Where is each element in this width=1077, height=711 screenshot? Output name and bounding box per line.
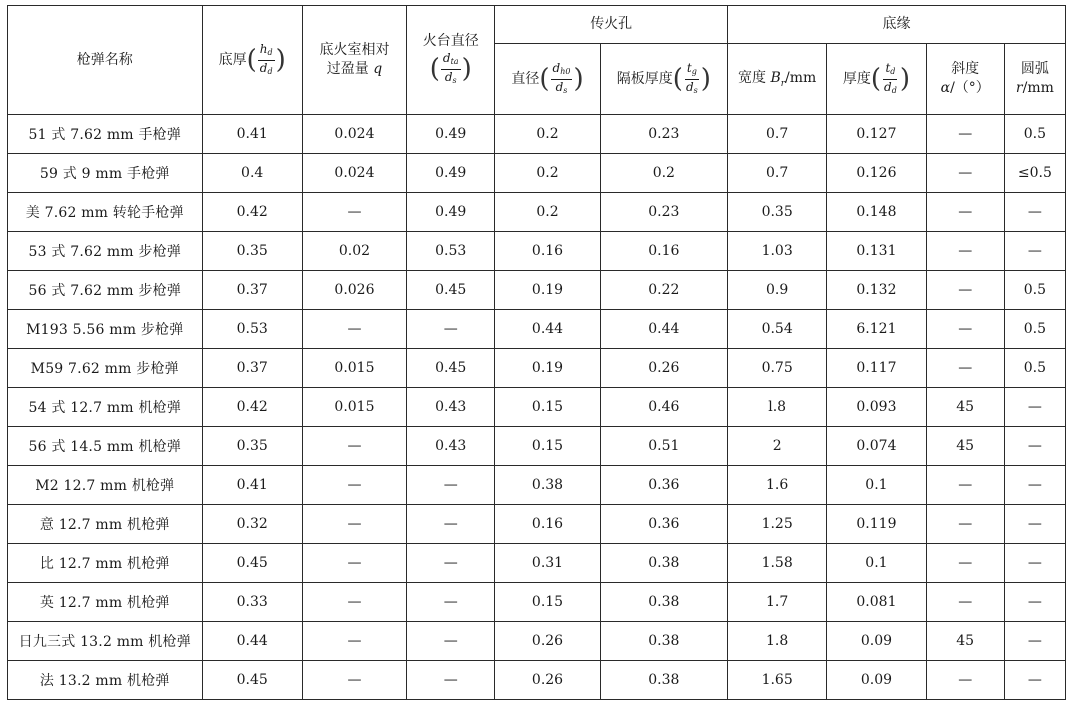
cell-anvil-diameter: — bbox=[407, 505, 495, 544]
cell-flash-hole-diameter: 0.31 bbox=[495, 544, 600, 583]
cell-rim-arc: — bbox=[1004, 661, 1065, 700]
header-row-top bbox=[8, 6, 1066, 44]
cell-anvil-diameter: — bbox=[407, 310, 495, 349]
cell-flash-hole-diameter: 0.2 bbox=[495, 193, 600, 232]
cell-primer-interference: — bbox=[302, 466, 406, 505]
cell-cartridge-name: 56 式 14.5 mm 机枪弹 bbox=[8, 427, 203, 466]
cell-primer-interference: — bbox=[302, 583, 406, 622]
cell-rim-arc: — bbox=[1004, 193, 1065, 232]
cell-rim-slope: — bbox=[926, 232, 1004, 271]
cell-flash-hole-diameter: 0.15 bbox=[495, 427, 600, 466]
cell-rim-arc: — bbox=[1004, 583, 1065, 622]
cell-rim-arc: ≤0.5 bbox=[1004, 154, 1065, 193]
cell-rim-thickness: 0.131 bbox=[827, 232, 926, 271]
cell-rim-slope: — bbox=[926, 583, 1004, 622]
table-row bbox=[8, 232, 1066, 271]
cell-rim-thickness: 0.09 bbox=[827, 622, 926, 661]
cell-web-thickness: 0.26 bbox=[600, 349, 727, 388]
cell-rim-width: 0.35 bbox=[728, 193, 827, 232]
cell-anvil-diameter: 0.45 bbox=[407, 271, 495, 310]
cell-cartridge-name: 54 式 12.7 mm 机枪弹 bbox=[8, 388, 203, 427]
cell-rim-thickness: 0.093 bbox=[827, 388, 926, 427]
cell-cartridge-name: 意 12.7 mm 机枪弹 bbox=[8, 505, 203, 544]
cell-base-thickness: 0.41 bbox=[202, 115, 302, 154]
cell-web-thickness: 0.38 bbox=[600, 583, 727, 622]
cell-rim-thickness: 0.126 bbox=[827, 154, 926, 193]
flash-diameter-fraction: $\frac{d_{h0}}{d_s}$ bbox=[552, 60, 571, 95]
col-header-flash-diameter: 直径 ( $\frac{d_{h0}}{d_s}$ ) bbox=[495, 44, 600, 115]
cell-web-thickness: 0.51 bbox=[600, 427, 727, 466]
cell-cartridge-name: 51 式 7.62 mm 手枪弹 bbox=[8, 115, 203, 154]
cell-rim-thickness: 0.074 bbox=[827, 427, 926, 466]
cell-flash-hole-diameter: 0.15 bbox=[495, 388, 600, 427]
cell-rim-width: 1.58 bbox=[728, 544, 827, 583]
cell-anvil-diameter: 0.43 bbox=[407, 427, 495, 466]
cell-rim-width: 0.9 bbox=[728, 271, 827, 310]
cell-web-thickness: 0.22 bbox=[600, 271, 727, 310]
cell-rim-thickness: 0.119 bbox=[827, 505, 926, 544]
cell-cartridge-name: 法 13.2 mm 机枪弹 bbox=[8, 661, 203, 700]
cell-anvil-diameter: 0.45 bbox=[407, 349, 495, 388]
cell-base-thickness: 0.45 bbox=[202, 544, 302, 583]
cell-rim-width: 1.8 bbox=[728, 622, 827, 661]
table-row bbox=[8, 661, 1066, 700]
cell-base-thickness: 0.37 bbox=[202, 349, 302, 388]
cell-base-thickness: 0.33 bbox=[202, 583, 302, 622]
cell-anvil-diameter: — bbox=[407, 466, 495, 505]
table-row bbox=[8, 427, 1066, 466]
cell-web-thickness: 0.2 bbox=[600, 154, 727, 193]
col-header-rim-thickness: 厚度 ( $\frac{t_d}{d_d}$ ) bbox=[827, 44, 926, 115]
cell-flash-hole-diameter: 0.19 bbox=[495, 271, 600, 310]
cell-rim-slope: — bbox=[926, 310, 1004, 349]
cell-rim-arc: 0.5 bbox=[1004, 310, 1065, 349]
cell-web-thickness: 0.46 bbox=[600, 388, 727, 427]
cell-rim-thickness: 0.132 bbox=[827, 271, 926, 310]
cell-rim-width: l.8 bbox=[728, 388, 827, 427]
cell-primer-interference: 0.015 bbox=[302, 349, 406, 388]
cell-rim-thickness: 0.127 bbox=[827, 115, 926, 154]
cell-rim-thickness: 0.117 bbox=[827, 349, 926, 388]
cell-rim-slope: — bbox=[926, 349, 1004, 388]
cell-rim-slope: — bbox=[926, 193, 1004, 232]
cell-flash-hole-diameter: 0.26 bbox=[495, 622, 600, 661]
cell-cartridge-name: M2 12.7 mm 机枪弹 bbox=[8, 466, 203, 505]
cell-base-thickness: 0.42 bbox=[202, 193, 302, 232]
cell-rim-width: 1.6 bbox=[728, 466, 827, 505]
cell-rim-slope: — bbox=[926, 271, 1004, 310]
cell-cartridge-name: 56 式 7.62 mm 步枪弹 bbox=[8, 271, 203, 310]
col-header-slope: 斜度 α/（°） bbox=[926, 44, 1004, 115]
cell-base-thickness: 0.32 bbox=[202, 505, 302, 544]
cell-web-thickness: 0.36 bbox=[600, 505, 727, 544]
cell-cartridge-name: 英 12.7 mm 机枪弹 bbox=[8, 583, 203, 622]
cell-rim-slope: 45 bbox=[926, 388, 1004, 427]
cell-rim-arc: — bbox=[1004, 232, 1065, 271]
cell-rim-arc: — bbox=[1004, 466, 1065, 505]
cell-rim-width: 1.7 bbox=[728, 583, 827, 622]
table-row bbox=[8, 544, 1066, 583]
cell-rim-arc: — bbox=[1004, 427, 1065, 466]
cell-rim-thickness: 0.1 bbox=[827, 544, 926, 583]
cell-primer-interference: 0.026 bbox=[302, 271, 406, 310]
cell-primer-interference: — bbox=[302, 544, 406, 583]
cell-anvil-diameter: — bbox=[407, 661, 495, 700]
cell-cartridge-name: 比 12.7 mm 机枪弹 bbox=[8, 544, 203, 583]
cell-rim-width: 0.7 bbox=[728, 154, 827, 193]
cell-base-thickness: 0.42 bbox=[202, 388, 302, 427]
cell-base-thickness: 0.44 bbox=[202, 622, 302, 661]
col-header-name: 枪弹名称 bbox=[8, 6, 203, 115]
cell-rim-arc: 0.5 bbox=[1004, 349, 1065, 388]
cell-web-thickness: 0.23 bbox=[600, 193, 727, 232]
cell-rim-slope: — bbox=[926, 661, 1004, 700]
cell-web-thickness: 0.38 bbox=[600, 544, 727, 583]
cell-flash-hole-diameter: 0.2 bbox=[495, 154, 600, 193]
table-row bbox=[8, 349, 1066, 388]
cell-anvil-diameter: — bbox=[407, 622, 495, 661]
table-body bbox=[8, 115, 1066, 700]
cell-anvil-diameter: 0.49 bbox=[407, 115, 495, 154]
cell-rim-slope: — bbox=[926, 466, 1004, 505]
cell-base-thickness: 0.4 bbox=[202, 154, 302, 193]
cell-primer-interference: 0.024 bbox=[302, 115, 406, 154]
cell-base-thickness: 0.35 bbox=[202, 232, 302, 271]
cell-primer-interference: — bbox=[302, 622, 406, 661]
cell-cartridge-name: 53 式 7.62 mm 步枪弹 bbox=[8, 232, 203, 271]
cell-rim-slope: — bbox=[926, 544, 1004, 583]
table-row bbox=[8, 115, 1066, 154]
cell-cartridge-name: 59 式 9 mm 手枪弹 bbox=[8, 154, 203, 193]
cell-web-thickness: 0.38 bbox=[600, 661, 727, 700]
cell-cartridge-name: 美 7.62 mm 转轮手枪弹 bbox=[8, 193, 203, 232]
web-thickness-fraction: $\frac{t_g}{d_s}$ bbox=[685, 60, 698, 95]
cell-web-thickness: 0.36 bbox=[600, 466, 727, 505]
cell-rim-thickness: 0.148 bbox=[827, 193, 926, 232]
rim-thickness-fraction: $\frac{t_d}{d_d}$ bbox=[884, 60, 897, 95]
cell-base-thickness: 0.41 bbox=[202, 466, 302, 505]
cell-rim-width: 0.75 bbox=[728, 349, 827, 388]
col-header-web-thickness: 隔板厚度 ( $\frac{t_g}{d_s}$ ) bbox=[600, 44, 727, 115]
table-row bbox=[8, 271, 1066, 310]
cell-primer-interference: 0.02 bbox=[302, 232, 406, 271]
col-header-rim-width: 宽度 $B_r/mm$ bbox=[728, 44, 827, 115]
cell-web-thickness: 0.38 bbox=[600, 622, 727, 661]
cell-base-thickness: 0.37 bbox=[202, 271, 302, 310]
table-row bbox=[8, 310, 1066, 349]
cell-primer-interference: — bbox=[302, 193, 406, 232]
cell-flash-hole-diameter: 0.16 bbox=[495, 232, 600, 271]
cell-rim-thickness: 0.09 bbox=[827, 661, 926, 700]
cell-primer-interference: 0.024 bbox=[302, 154, 406, 193]
cell-flash-hole-diameter: 0.44 bbox=[495, 310, 600, 349]
cell-primer-interference: — bbox=[302, 505, 406, 544]
cell-flash-hole-diameter: 0.16 bbox=[495, 505, 600, 544]
cell-flash-hole-diameter: 0.19 bbox=[495, 349, 600, 388]
cell-primer-interference: — bbox=[302, 661, 406, 700]
cell-rim-slope: 45 bbox=[926, 622, 1004, 661]
cell-rim-arc: — bbox=[1004, 505, 1065, 544]
table-row bbox=[8, 154, 1066, 193]
cell-rim-width: 2 bbox=[728, 427, 827, 466]
cell-flash-hole-diameter: 0.2 bbox=[495, 115, 600, 154]
col-header-base-thickness: 底厚 ( $\frac{h_d}{d_d}$ ) bbox=[202, 6, 302, 115]
cell-rim-slope: — bbox=[926, 154, 1004, 193]
cell-flash-hole-diameter: 0.15 bbox=[495, 583, 600, 622]
cell-rim-thickness: 0.081 bbox=[827, 583, 926, 622]
col-group-rim: 底缘 bbox=[728, 6, 1066, 44]
cell-web-thickness: 0.44 bbox=[600, 310, 727, 349]
cell-anvil-diameter: 0.49 bbox=[407, 154, 495, 193]
col-group-flash-hole: 传火孔 bbox=[495, 6, 728, 44]
cartridge-base-parameters-table bbox=[7, 5, 1066, 700]
cell-web-thickness: 0.16 bbox=[600, 232, 727, 271]
table-row bbox=[8, 193, 1066, 232]
table-row bbox=[8, 622, 1066, 661]
cell-base-thickness: 0.45 bbox=[202, 661, 302, 700]
cell-rim-arc: — bbox=[1004, 388, 1065, 427]
cell-rim-slope: — bbox=[926, 505, 1004, 544]
cell-base-thickness: 0.53 bbox=[202, 310, 302, 349]
cell-rim-width: 0.54 bbox=[728, 310, 827, 349]
cell-web-thickness: 0.23 bbox=[600, 115, 727, 154]
cell-anvil-diameter: — bbox=[407, 544, 495, 583]
cell-anvil-diameter: 0.49 bbox=[407, 193, 495, 232]
cell-primer-interference: — bbox=[302, 427, 406, 466]
cell-rim-thickness: 0.1 bbox=[827, 466, 926, 505]
col-header-arc: 圆弧 r/mm bbox=[1004, 44, 1065, 115]
cell-rim-arc: 0.5 bbox=[1004, 115, 1065, 154]
col-header-anvil-diameter: 火台直径 ( $\frac{d_{ta}}{d_s}$ ) bbox=[407, 6, 495, 115]
cell-rim-arc: — bbox=[1004, 544, 1065, 583]
table-row bbox=[8, 466, 1066, 505]
table-row bbox=[8, 505, 1066, 544]
cell-rim-slope: — bbox=[926, 115, 1004, 154]
table-row bbox=[8, 388, 1066, 427]
cell-primer-interference: — bbox=[302, 310, 406, 349]
col-header-primer-chamber: 底火室相对 过盈量 q bbox=[302, 6, 406, 115]
cell-rim-thickness: 6.121 bbox=[827, 310, 926, 349]
table-row bbox=[8, 583, 1066, 622]
cell-cartridge-name: M59 7.62 mm 步枪弹 bbox=[8, 349, 203, 388]
cell-anvil-diameter: — bbox=[407, 583, 495, 622]
cell-rim-width: 1.65 bbox=[728, 661, 827, 700]
cell-rim-width: 1.25 bbox=[728, 505, 827, 544]
cell-cartridge-name: M193 5.56 mm 步枪弹 bbox=[8, 310, 203, 349]
cell-rim-slope: 45 bbox=[926, 427, 1004, 466]
anvil-fraction: $\frac{d_{ta}}{d_s}$ bbox=[442, 50, 459, 85]
cell-rim-width: 0.7 bbox=[728, 115, 827, 154]
cell-flash-hole-diameter: 0.38 bbox=[495, 466, 600, 505]
cell-rim-arc: 0.5 bbox=[1004, 271, 1065, 310]
cell-primer-interference: 0.015 bbox=[302, 388, 406, 427]
base-thickness-fraction: $\frac{h_d}{d_d}$ bbox=[259, 41, 273, 76]
cell-rim-arc: — bbox=[1004, 622, 1065, 661]
cell-base-thickness: 0.35 bbox=[202, 427, 302, 466]
cell-anvil-diameter: 0.43 bbox=[407, 388, 495, 427]
cell-cartridge-name: 日九三式 13.2 mm 机枪弹 bbox=[8, 622, 203, 661]
cell-anvil-diameter: 0.53 bbox=[407, 232, 495, 271]
cell-flash-hole-diameter: 0.26 bbox=[495, 661, 600, 700]
cell-rim-width: 1.03 bbox=[728, 232, 827, 271]
